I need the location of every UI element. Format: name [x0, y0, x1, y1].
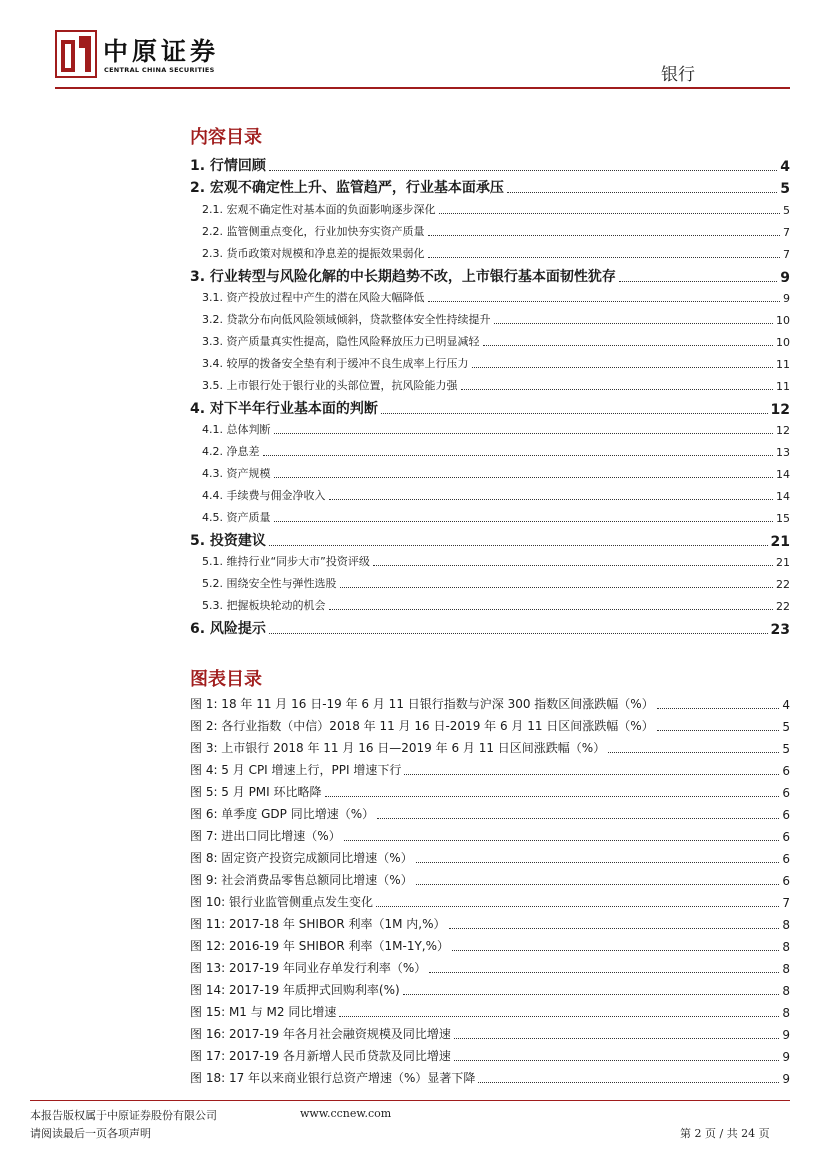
toc-subsection-entry[interactable] [190, 422, 790, 437]
toc-entry-label: 3.5. 上市银行处于银行业的头部位置，抗风险能力强 [202, 379, 458, 392]
figure-entry-label: 图 5: 5 月 PMI 环比略降 [190, 785, 322, 799]
dot-leader [339, 1016, 779, 1017]
footer-page-number: 第 2 页 / 共 24 页 [680, 1127, 770, 1140]
footer-copyright: 本报告版权属于中原证券股份有限公司 [30, 1109, 217, 1122]
figure-entry[interactable] [190, 806, 790, 822]
dot-leader [608, 752, 779, 753]
dot-leader [461, 389, 774, 390]
dot-leader [428, 235, 781, 236]
figure-entry[interactable] [190, 1004, 790, 1020]
toc-entry-label: 3.4. 较厚的拨备安全垫有利于缓冲不良生成率上行压力 [202, 357, 469, 370]
figure-entry[interactable] [190, 828, 790, 844]
toc-entry-page: 10 [776, 314, 790, 327]
toc-entry-page: 21 [770, 534, 790, 550]
toc-subsection-entry[interactable] [190, 312, 790, 327]
dot-leader [269, 545, 768, 546]
toc-entry-page: 5 [783, 204, 790, 217]
figure-entry-page: 5 [782, 742, 790, 756]
dot-leader [269, 633, 768, 634]
figure-entry-label: 图 9: 社会消费品零售总额同比增速（%） [190, 873, 413, 887]
figure-entry-page: 9 [782, 1050, 790, 1064]
dot-leader [439, 213, 781, 214]
dot-leader [274, 433, 774, 434]
figure-entry-label: 图 17: 2017-19 各月新增人民币贷款及同比增速 [190, 1049, 451, 1063]
toc-entry-page: 13 [776, 446, 790, 459]
dot-leader [478, 1082, 779, 1083]
figure-entry-label: 图 13: 2017-19 年同业存单发行利率（%） [190, 961, 427, 975]
toc-entry-page: 10 [776, 336, 790, 349]
figure-entry[interactable] [190, 1048, 790, 1064]
toc-entry-label: 3.3. 资产质量真实性提高，隐性风险释放压力已明显减轻 [202, 335, 480, 348]
figure-entry-label: 图 6: 单季度 GDP 同比增速（%） [190, 807, 375, 821]
toc-entry-page: 15 [776, 512, 790, 525]
dot-leader [507, 192, 777, 193]
toc-entry-page: 22 [776, 600, 790, 613]
toc-section-entry[interactable] [190, 179, 790, 197]
dot-leader [619, 281, 777, 282]
figure-entry-page: 6 [782, 830, 790, 844]
toc-entry-label: 6. 风险提示 [190, 621, 266, 637]
figure-entry[interactable] [190, 982, 790, 998]
figure-entry-page: 9 [782, 1072, 790, 1086]
toc-entry-page: 11 [776, 380, 790, 393]
figure-entry-label: 图 8: 固定资产投资完成额同比增速（%） [190, 851, 413, 865]
dot-leader [428, 257, 781, 258]
figure-entry-page: 6 [782, 808, 790, 822]
toc-subsection-entry[interactable] [190, 224, 790, 239]
figure-entry-page: 4 [782, 698, 790, 712]
toc-entry-page: 9 [783, 292, 790, 305]
dot-leader [373, 565, 773, 566]
dot-leader [483, 345, 774, 346]
header-divider [55, 87, 790, 89]
logo-mark-icon [55, 30, 97, 78]
toc-subsection-entry[interactable] [190, 488, 790, 503]
figure-entry[interactable] [190, 762, 790, 778]
dot-leader [657, 708, 780, 709]
toc-section-entry[interactable] [190, 157, 790, 175]
dot-leader [329, 609, 774, 610]
toc-entry-label: 2.2. 监管侧重点变化，行业加快夯实资产质量 [202, 225, 425, 238]
figure-entry[interactable] [190, 1026, 790, 1042]
figure-entry-page: 6 [782, 764, 790, 778]
toc-entry-label: 5.1. 维持行业“同步大市”投资评级 [202, 555, 370, 568]
figure-entry-label: 图 7: 进出口同比增速（%） [190, 829, 341, 843]
figure-entry-label: 图 14: 2017-19 年质押式回购利率(%) [190, 983, 400, 997]
toc-entry-label: 4. 对下半年行业基本面的判断 [190, 401, 378, 417]
toc-entry-label: 3.1. 资产投放过程中产生的潜在风险大幅降低 [202, 291, 425, 304]
toc-entry-page: 23 [770, 622, 790, 638]
toc-entry-page: 21 [776, 556, 790, 569]
toc-subsection-entry[interactable] [190, 554, 790, 569]
figure-entry-label: 图 1: 18 年 11 月 16 日-19 年 6 月 11 日银行指数与沪深 300 指数区间涨跌幅（%） [190, 697, 654, 711]
dot-leader [416, 884, 780, 885]
figure-entry-label: 图 2: 各行业指数（中信）2018 年 11 月 16 日-2019 年 6 月 11 日区间涨跌幅（%） [190, 719, 654, 733]
toc-entry-page: 7 [783, 248, 790, 261]
company-logo [55, 30, 245, 78]
figure-entry-label: 图 15: M1 与 M2 同比增速 [190, 1005, 337, 1019]
toc-entry-label: 5.2. 围绕安全性与弹性选股 [202, 577, 337, 590]
toc-section-entry[interactable] [190, 532, 790, 550]
footer-divider [30, 1100, 790, 1101]
dot-leader [429, 972, 779, 973]
toc-entry-label: 4.2. 净息差 [202, 445, 260, 458]
figure-entry[interactable] [190, 894, 790, 910]
figure-entry-label: 图 12: 2016-19 年 SHIBOR 利率（1M-1Y,%） [190, 939, 450, 953]
toc-entry-label: 4.4. 手续费与佣金净收入 [202, 489, 326, 502]
toc-subsection-entry[interactable] [190, 356, 790, 371]
toc-subsection-entry[interactable] [190, 598, 790, 613]
toc-entry-label: 2.3. 货币政策对规模和净息差的提振效果弱化 [202, 247, 425, 260]
dot-leader [454, 1060, 779, 1061]
toc-entry-page: 9 [780, 270, 790, 286]
dot-leader [274, 521, 774, 522]
toc-entry-label: 1. 行情回顾 [190, 158, 266, 174]
figure-entry-label: 图 3: 上市银行 2018 年 11 月 16 日—2019 年 6 月 11 日区间涨跌幅（%） [190, 741, 606, 755]
figure-entry-page: 8 [782, 962, 790, 976]
toc-entry-page: 12 [776, 424, 790, 437]
figure-entry-page: 8 [782, 1006, 790, 1020]
toc-subsection-entry[interactable] [190, 290, 790, 305]
toc-entry-page: 11 [776, 358, 790, 371]
dot-leader [452, 950, 779, 951]
dot-leader [381, 413, 768, 414]
logo-chinese-name: 中原证券 [103, 37, 220, 66]
dot-leader [404, 774, 779, 775]
toc-entry-label: 3. 行业转型与风险化解的中长期趋势不改，上市银行基本面韧性犹存 [190, 269, 616, 285]
toc-entry-label: 4.5. 资产质量 [202, 511, 271, 524]
dot-leader [494, 323, 774, 324]
toc-entry-page: 14 [776, 468, 790, 481]
toc-entry-label: 5.3. 把握板块轮动的机会 [202, 599, 326, 612]
figure-entry[interactable] [190, 696, 790, 712]
figure-entry-page: 8 [782, 918, 790, 932]
toc-subsection-entry[interactable] [190, 202, 790, 217]
figure-entry-label: 图 11: 2017-18 年 SHIBOR 利率（1M 内,%） [190, 917, 446, 931]
toc-subsection-entry[interactable] [190, 576, 790, 591]
figure-entry[interactable] [190, 718, 790, 734]
dot-leader [325, 796, 780, 797]
dot-leader [657, 730, 780, 731]
dot-leader [329, 499, 774, 500]
toc-section-entry[interactable] [190, 620, 790, 638]
figure-entry[interactable] [190, 1070, 790, 1086]
dot-leader [449, 928, 780, 929]
dot-leader [472, 367, 774, 368]
toc-title: 内容目录 [190, 127, 262, 148]
footer-website[interactable]: www.ccnew.com [300, 1107, 392, 1120]
toc-subsection-entry[interactable] [190, 246, 790, 261]
toc-subsection-entry[interactable] [190, 444, 790, 459]
toc-section-entry[interactable] [190, 268, 790, 286]
figure-entry-label: 图 18: 17 年以来商业银行总资产增速（%）显著下降 [190, 1071, 476, 1085]
figure-entry-page: 9 [782, 1028, 790, 1042]
figure-entry-page: 5 [782, 720, 790, 734]
dot-leader [340, 587, 774, 588]
figure-entry-label: 图 4: 5 月 CPI 增速上行，PPI 增速下行 [190, 763, 402, 777]
figure-entry-page: 8 [782, 940, 790, 954]
figure-entry[interactable] [190, 740, 790, 756]
figure-entry[interactable] [190, 784, 790, 800]
toc-entry-page: 5 [780, 181, 790, 197]
figure-entry-page: 6 [782, 852, 790, 866]
figure-entry-page: 6 [782, 786, 790, 800]
dot-leader [269, 170, 777, 171]
figure-entry-label: 图 10: 银行业监管侧重点发生变化 [190, 895, 373, 909]
figure-entry[interactable] [190, 960, 790, 976]
footer-disclaimer: 请阅读最后一页各项声明 [30, 1127, 151, 1140]
figure-entry[interactable] [190, 916, 790, 932]
dot-leader [403, 994, 780, 995]
dot-leader [376, 906, 779, 907]
report-category: 银行 [661, 65, 695, 85]
figure-entry-page: 8 [782, 984, 790, 998]
dot-leader [428, 301, 781, 302]
dot-leader [377, 818, 779, 819]
logo-english-name: CENTRAL CHINA SECURITIES [104, 66, 215, 74]
dot-leader [274, 477, 774, 478]
figure-entry-page: 6 [782, 874, 790, 888]
toc-section-entry[interactable] [190, 400, 790, 418]
toc-entry-label: 4.1. 总体判断 [202, 423, 271, 436]
toc-entry-page: 14 [776, 490, 790, 503]
dot-leader [263, 455, 774, 456]
toc-subsection-entry[interactable] [190, 378, 790, 393]
dot-leader [344, 840, 780, 841]
figure-entry-label: 图 16: 2017-19 年各月社会融资规模及同比增速 [190, 1027, 451, 1041]
toc-subsection-entry[interactable] [190, 510, 790, 525]
figure-entry[interactable] [190, 850, 790, 866]
toc-entry-label: 2. 宏观不确定性上升、监管趋严，行业基本面承压 [190, 180, 504, 196]
toc-entry-page: 12 [770, 402, 790, 418]
toc-entry-page: 4 [780, 159, 790, 175]
toc-entry-label: 2.1. 宏观不确定性对基本面的负面影响逐步深化 [202, 203, 436, 216]
figure-entry[interactable] [190, 938, 790, 954]
toc-subsection-entry[interactable] [190, 334, 790, 349]
toc-entry-page: 7 [783, 226, 790, 239]
toc-entry-label: 3.2. 贷款分布向低风险领域倾斜，贷款整体安全性持续提升 [202, 313, 491, 326]
figure-entry[interactable] [190, 872, 790, 888]
toc-entry-page: 22 [776, 578, 790, 591]
toc-entry-label: 4.3. 资产规模 [202, 467, 271, 480]
dot-leader [454, 1038, 779, 1039]
figures-title: 图表目录 [190, 669, 262, 690]
dot-leader [416, 862, 780, 863]
toc-entry-label: 5. 投资建议 [190, 533, 266, 549]
toc-subsection-entry[interactable] [190, 466, 790, 481]
figure-entry-page: 7 [782, 896, 790, 910]
